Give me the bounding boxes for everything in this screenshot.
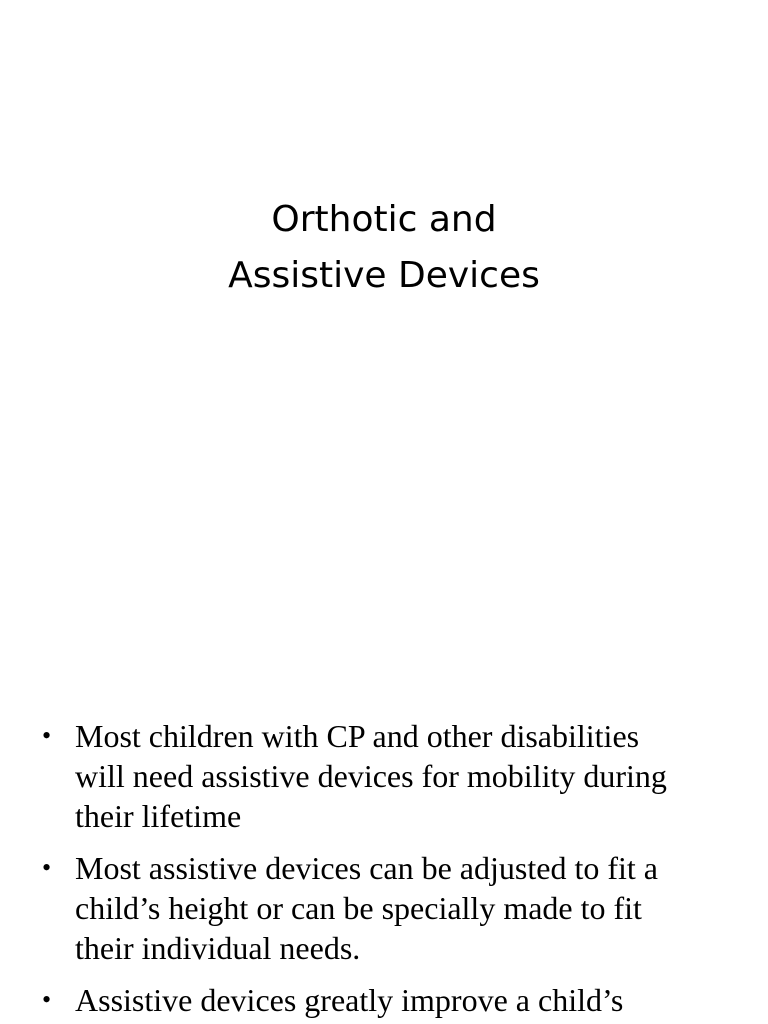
- bullet-line: will need assistive devices for mobility during: [75, 758, 667, 794]
- bullet-dot-icon: •: [42, 721, 52, 750]
- bullet-list: [0, 716, 768, 1024]
- bullet-dot-icon: •: [42, 853, 52, 882]
- slide-title: [0, 192, 768, 304]
- bullet-item: [0, 848, 768, 968]
- bullet-line: their individual needs.: [75, 930, 361, 966]
- slide-title-line-1: Orthotic and: [271, 199, 497, 240]
- bullet-item: [0, 716, 768, 836]
- bullet-item: [0, 980, 768, 1020]
- bullet-dot-icon: •: [42, 985, 52, 1014]
- slide-title-line-2: Assistive Devices: [228, 255, 540, 296]
- bullet-line: Most assistive devices can be adjusted to fit a: [75, 850, 658, 886]
- bullet-line: Assistive devices greatly improve a child’s: [75, 982, 624, 1018]
- bullet-line: child’s height or can be specially made to fit: [75, 890, 642, 926]
- bullet-line: Most children with CP and other disabilities: [75, 718, 640, 754]
- bullet-line: their lifetime: [75, 798, 242, 834]
